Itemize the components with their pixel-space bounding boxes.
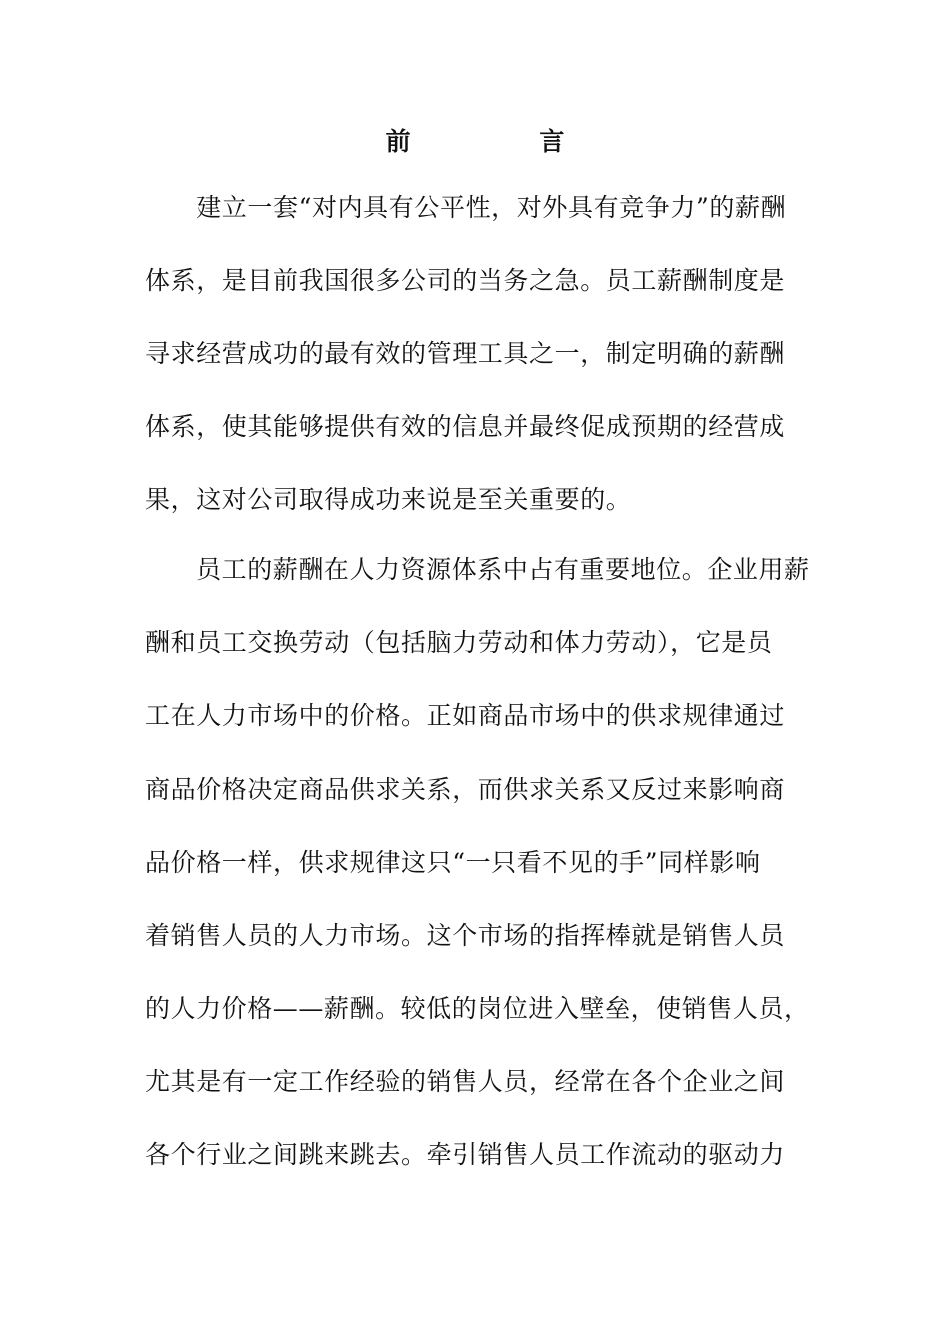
text-line: 尤其是有一定工作经验的销售人员，经常在各个企业之间: [145, 1067, 786, 1096]
text-line: 各个行业之间跳来跳去。牵引销售人员工作流动的驱动力: [145, 1140, 786, 1169]
text-line: 品价格一样，供求规律这只“一只看不见的手”同样影响: [145, 848, 761, 877]
page-title: 前 言: [385, 127, 625, 156]
text-line: 建立一套“对内具有公平性，对外具有竞争力”的薪酬: [145, 193, 787, 222]
text-line: 的人力价格——薪酬。较低的岗位进入壁垒，使销售人员，: [145, 994, 810, 1023]
text-line: 酬和员工交换劳动（包括脑力劳动和体力劳动），它是员: [145, 628, 773, 657]
text-line: 体系，是目前我国很多公司的当务之急。员工薪酬制度是: [145, 266, 786, 295]
text-line: 着销售人员的人力市场。这个市场的指挥棒就是销售人员: [145, 921, 786, 950]
text-line: 员工的薪酬在人力资源体系中占有重要地位。企业用薪: [145, 555, 810, 584]
text-line: 寻求经营成功的最有效的管理工具之一，制定明确的薪酬: [145, 339, 786, 368]
text-line: 工在人力市场中的价格。正如商品市场中的供求规律通过: [145, 701, 786, 730]
text-line: 商品价格决定商品供求关系，而供求关系又反过来影响商: [145, 775, 786, 804]
text-line: 果，这对公司取得成功来说是至关重要的。: [145, 485, 632, 514]
text-line: 体系，使其能够提供有效的信息并最终促成预期的经营成: [145, 412, 786, 441]
